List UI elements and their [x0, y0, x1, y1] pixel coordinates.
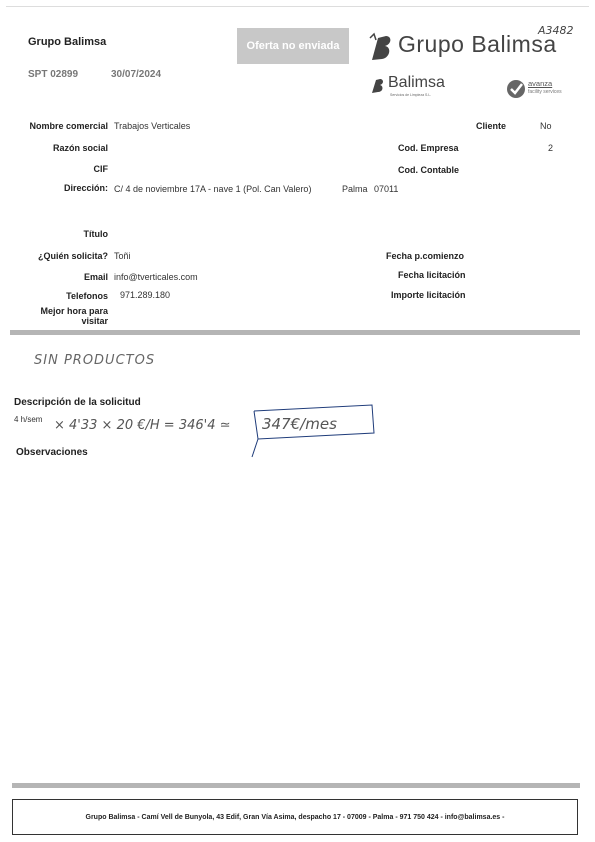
fecha-comienzo-label: Fecha p.comienzo: [386, 251, 465, 261]
cod-contable-label: Cod. Contable: [398, 165, 459, 175]
telefonos-value: 971.289.180: [120, 290, 171, 300]
descripcion-value: 4 h/sem: [14, 415, 43, 424]
balimsa-small-mark-icon: [370, 76, 386, 94]
cod-empresa-value: 2: [548, 143, 554, 153]
fecha-licitacion-label: Fecha licitación: [398, 270, 466, 280]
company-name: Grupo Balimsa: [28, 36, 107, 48]
request-reference: SPT 02899: [28, 69, 79, 80]
handwritten-number: A3482: [538, 24, 574, 37]
footer-address: Grupo Balimsa - Camí Vell de Bunyola, 43 Edif, Gran Vía Asima, despacho 17 - 07009 - Palma - 971 750 424 - info@balimsa.es -: [12, 799, 578, 835]
observaciones-label: Observaciones: [16, 447, 88, 458]
cliente-label: Cliente: [476, 121, 507, 131]
titulo-label: Título: [83, 229, 108, 239]
footer-separator: [12, 783, 580, 788]
telefonos-label: Telefonos: [66, 291, 108, 301]
razon-social-label: Razón social: [52, 143, 108, 153]
status-badge: Oferta no enviada: [237, 28, 349, 64]
avanza-tagline: facility services: [528, 89, 562, 95]
ciudad-value: Palma: [342, 184, 368, 194]
logo-sub-text: Balimsa: [388, 74, 445, 91]
nombre-comercial-label: Nombre comercial: [29, 121, 108, 131]
mejor-hora-label: Mejor hora para: [40, 306, 108, 316]
quien-solicita-value: Toñi: [114, 251, 131, 261]
handwritten-result: 347€/mes: [262, 415, 337, 433]
cod-empresa-label: Cod. Empresa: [398, 143, 459, 153]
email-label: Email: [83, 272, 108, 282]
logo-main-text: Grupo Balimsa: [398, 31, 557, 57]
balimsa-logo: [370, 74, 470, 100]
visitar-label: visitar: [81, 316, 108, 326]
descripcion-label: Descripción de la solicitud: [14, 397, 141, 408]
email-value: info@tverticales.com: [114, 272, 198, 282]
request-date: 30/07/2024: [111, 69, 162, 80]
top-rule: [6, 6, 589, 7]
quien-solicita-label: ¿Quién solicita?: [37, 251, 108, 261]
direccion-value: C/ 4 de noviembre 17A - nave 1 (Pol. Can Valero): [114, 184, 312, 194]
cif-label: CIF: [93, 164, 108, 174]
cliente-value: No: [540, 121, 552, 131]
logo-sub-tagline: Servicios de Limpieza S.L.: [390, 93, 432, 97]
handwritten-calculation: × 4'33 × 20 €/H = 346'4 ≃: [54, 418, 231, 433]
avanza-logo: [506, 78, 572, 100]
importe-licitacion-label: Importe licitación: [391, 290, 466, 300]
avanza-check-icon: [506, 79, 526, 99]
direccion-label: Dirección:: [63, 183, 108, 193]
section-separator: [10, 330, 580, 335]
postal-code-value: 07011: [374, 184, 399, 194]
nombre-comercial-value: Trabajos Verticales: [114, 121, 191, 131]
balimsa-mark-icon: [368, 32, 396, 62]
avanza-text: avanza: [528, 79, 553, 88]
handwritten-note: SIN PRODUCTOS: [34, 353, 156, 368]
